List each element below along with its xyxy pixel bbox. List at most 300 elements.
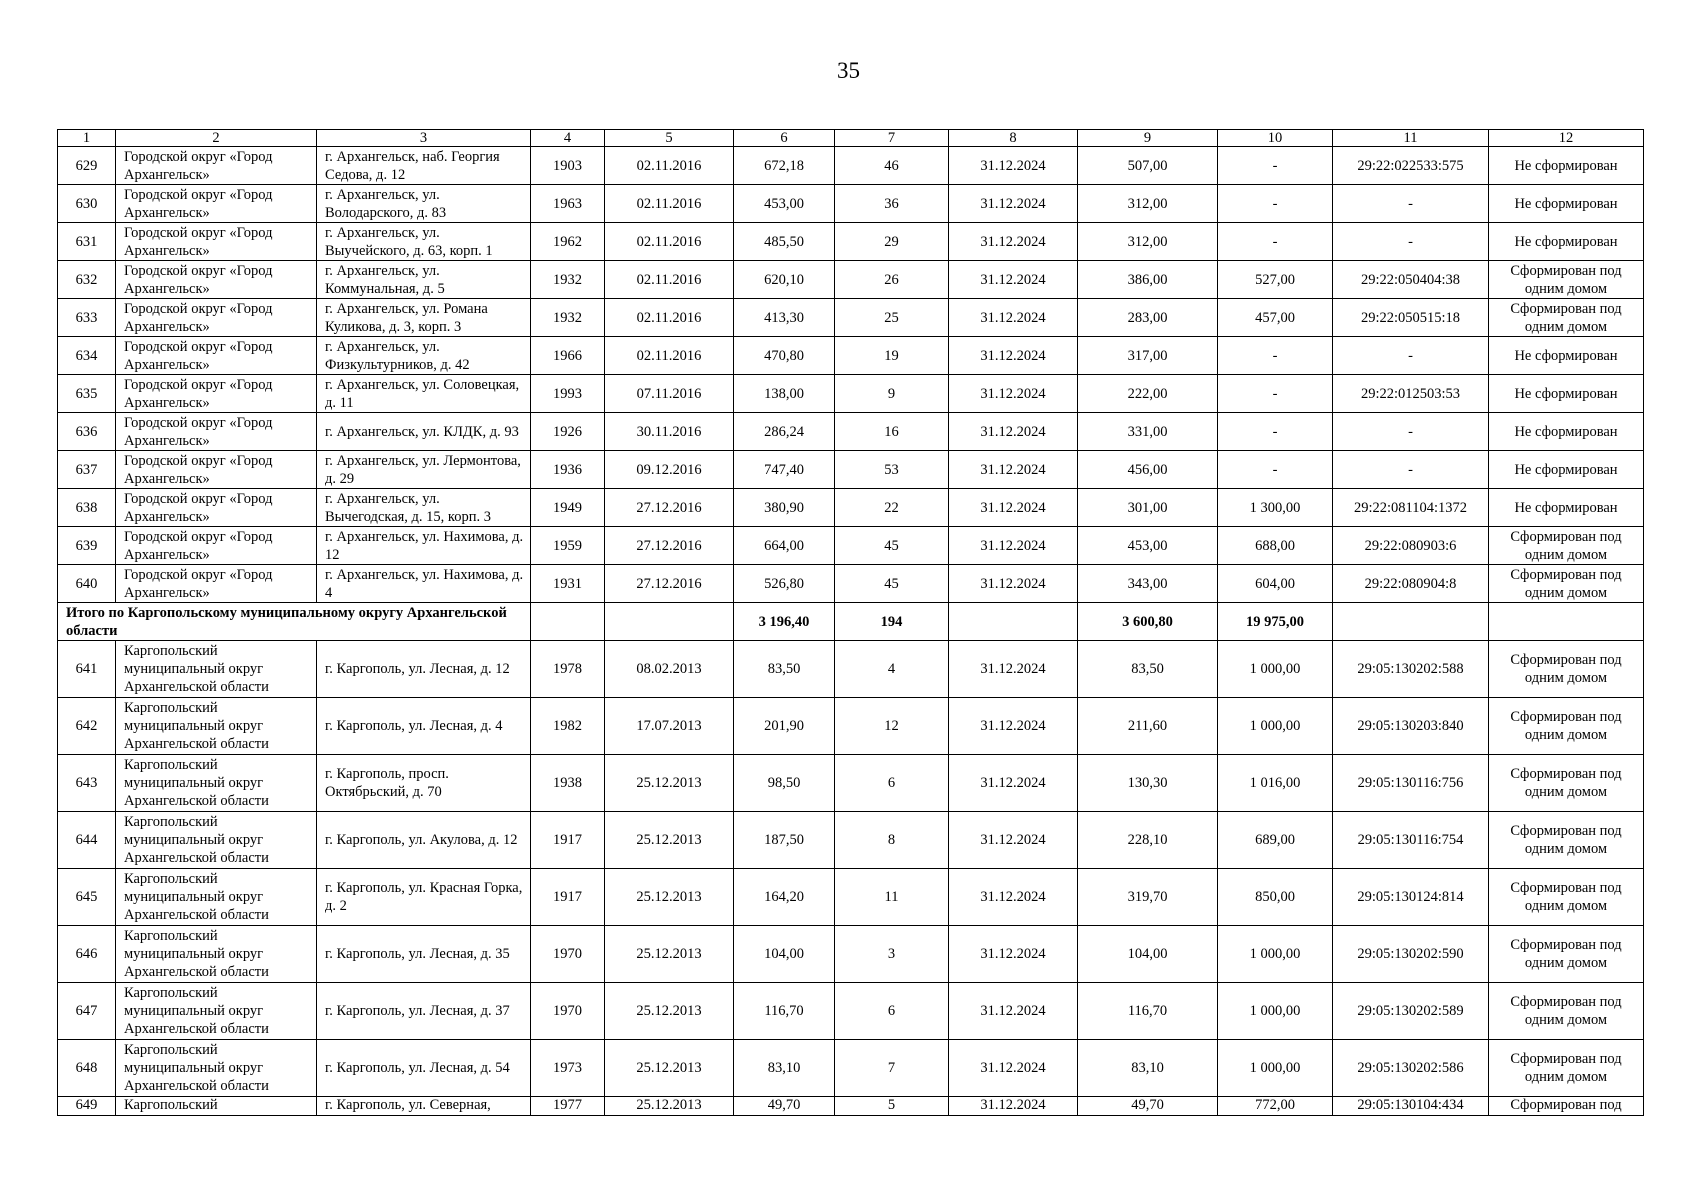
cell-residents: 25 — [835, 299, 949, 337]
column-number-header: 10 — [1218, 130, 1333, 147]
cell-address: г. Каргополь, ул. Лесная, д. 37 — [317, 983, 531, 1040]
cell-land-area: - — [1218, 185, 1333, 223]
table-row — [58, 527, 1644, 565]
cell-residents: 46 — [835, 147, 949, 185]
cell-deadline: 31.12.2024 — [949, 527, 1078, 565]
cell-residents: 4 — [835, 641, 949, 698]
cell-status: Сформирован под одним домом — [1489, 926, 1644, 983]
cell-year: 1932 — [531, 299, 605, 337]
cell-status: Сформирован под одним домом — [1489, 299, 1644, 337]
cell-date: 30.11.2016 — [605, 413, 734, 451]
total-area: 3 196,40 — [734, 603, 835, 641]
cell-residents: 45 — [835, 527, 949, 565]
cell-date: 25.12.2013 — [605, 926, 734, 983]
cell-residents: 26 — [835, 261, 949, 299]
cell-deadline: 31.12.2024 — [949, 261, 1078, 299]
cell-land-area: 457,00 — [1218, 299, 1333, 337]
cell-owner: Городской округ «Город Архангельск» — [116, 223, 317, 261]
cell-address: г. Каргополь, ул. Лесная, д. 4 — [317, 698, 531, 755]
cell-cadastre: 29:22:080903:6 — [1333, 527, 1489, 565]
cell-area2: 228,10 — [1078, 812, 1218, 869]
cell-area: 138,00 — [734, 375, 835, 413]
cell-area2: 319,70 — [1078, 869, 1218, 926]
cell-land-area: - — [1218, 147, 1333, 185]
cell-n: 643 — [58, 755, 116, 812]
cell-year: 1949 — [531, 489, 605, 527]
cell-residents: 9 — [835, 375, 949, 413]
cell-owner: Каргопольский муниципальный округ Архангельской области — [116, 641, 317, 698]
table-row — [58, 641, 1644, 698]
cell-cadastre: 29:05:130202:588 — [1333, 641, 1489, 698]
cell-status: Сформирован под одним домом — [1489, 755, 1644, 812]
cell-year: 1966 — [531, 337, 605, 375]
total-empty-cell — [1333, 603, 1489, 641]
column-number-header: 6 — [734, 130, 835, 147]
cell-year: 1977 — [531, 1097, 605, 1116]
cell-land-area: 604,00 — [1218, 565, 1333, 603]
cell-deadline: 31.12.2024 — [949, 451, 1078, 489]
cell-owner: Городской округ «Город Архангельск» — [116, 527, 317, 565]
cell-area2: 312,00 — [1078, 223, 1218, 261]
cell-status: Не сформирован — [1489, 451, 1644, 489]
cell-deadline: 31.12.2024 — [949, 413, 1078, 451]
cell-date: 02.11.2016 — [605, 147, 734, 185]
cell-land-area: 527,00 — [1218, 261, 1333, 299]
table-row — [58, 375, 1644, 413]
cell-n: 645 — [58, 869, 116, 926]
table-row — [58, 261, 1644, 299]
cell-date: 25.12.2013 — [605, 869, 734, 926]
cell-cadastre: - — [1333, 337, 1489, 375]
cell-land-area: 688,00 — [1218, 527, 1333, 565]
cell-area: 286,24 — [734, 413, 835, 451]
cell-cadastre: 29:22:050404:38 — [1333, 261, 1489, 299]
cell-deadline: 31.12.2024 — [949, 869, 1078, 926]
cell-n: 630 — [58, 185, 116, 223]
housing-registry-table — [57, 129, 1644, 1116]
cell-deadline: 31.12.2024 — [949, 147, 1078, 185]
cell-date: 17.07.2013 — [605, 698, 734, 755]
cell-cadastre: 29:22:022533:575 — [1333, 147, 1489, 185]
cell-date: 08.02.2013 — [605, 641, 734, 698]
column-number-header: 8 — [949, 130, 1078, 147]
cell-year: 1973 — [531, 1040, 605, 1097]
cell-address: г. Архангельск, ул. Нахимова, д. 12 — [317, 527, 531, 565]
cell-status: Сформирован под одним домом — [1489, 869, 1644, 926]
cell-n: 635 — [58, 375, 116, 413]
table-row — [58, 869, 1644, 926]
cell-year: 1959 — [531, 527, 605, 565]
cell-year: 1926 — [531, 413, 605, 451]
cell-date: 27.12.2016 — [605, 527, 734, 565]
total-land-area: 19 975,00 — [1218, 603, 1333, 641]
table-row — [58, 1040, 1644, 1097]
cell-owner: Каргопольский муниципальный округ Архангельской области — [116, 1040, 317, 1097]
cell-deadline: 31.12.2024 — [949, 375, 1078, 413]
cell-cadastre: - — [1333, 451, 1489, 489]
cell-date: 07.11.2016 — [605, 375, 734, 413]
cell-residents: 6 — [835, 755, 949, 812]
cell-cadastre: 29:05:130202:586 — [1333, 1040, 1489, 1097]
cell-n: 636 — [58, 413, 116, 451]
cell-land-area: 689,00 — [1218, 812, 1333, 869]
total-label: Итого по Каргопольскому муниципальному округу Архангельской области — [58, 603, 531, 641]
cell-cadastre: 29:22:012503:53 — [1333, 375, 1489, 413]
cell-status: Не сформирован — [1489, 185, 1644, 223]
cell-address: г. Архангельск, ул. Соловецкая, д. 11 — [317, 375, 531, 413]
cell-deadline: 31.12.2024 — [949, 812, 1078, 869]
cell-land-area: 850,00 — [1218, 869, 1333, 926]
cell-n: 644 — [58, 812, 116, 869]
cell-date: 25.12.2013 — [605, 755, 734, 812]
cell-residents: 53 — [835, 451, 949, 489]
total-empty-cell — [531, 603, 605, 641]
cell-address: г. Архангельск, ул. Физкультурников, д. 42 — [317, 337, 531, 375]
table-row — [58, 413, 1644, 451]
cell-area: 747,40 — [734, 451, 835, 489]
column-number-header: 4 — [531, 130, 605, 147]
cell-cadastre: 29:22:080904:8 — [1333, 565, 1489, 603]
cell-deadline: 31.12.2024 — [949, 1097, 1078, 1116]
cell-area: 526,80 — [734, 565, 835, 603]
cell-area: 380,90 — [734, 489, 835, 527]
cell-n: 629 — [58, 147, 116, 185]
cell-date: 27.12.2016 — [605, 489, 734, 527]
cell-area2: 331,00 — [1078, 413, 1218, 451]
cell-year: 1963 — [531, 185, 605, 223]
cell-owner: Каргопольский муниципальный округ Архангельской области — [116, 755, 317, 812]
cell-land-area: - — [1218, 413, 1333, 451]
cell-area2: 222,00 — [1078, 375, 1218, 413]
cell-area2: 343,00 — [1078, 565, 1218, 603]
table-row — [58, 812, 1644, 869]
column-number-header: 12 — [1489, 130, 1644, 147]
cell-date: 25.12.2013 — [605, 1040, 734, 1097]
cell-area2: 130,30 — [1078, 755, 1218, 812]
cell-residents: 45 — [835, 565, 949, 603]
cell-year: 1931 — [531, 565, 605, 603]
cell-owner: Городской округ «Город Архангельск» — [116, 451, 317, 489]
cell-address: г. Архангельск, ул. Коммунальная, д. 5 — [317, 261, 531, 299]
cell-status: Не сформирован — [1489, 147, 1644, 185]
cell-year: 1938 — [531, 755, 605, 812]
cell-residents: 3 — [835, 926, 949, 983]
cell-land-area: - — [1218, 223, 1333, 261]
cell-area2: 456,00 — [1078, 451, 1218, 489]
column-number-header: 5 — [605, 130, 734, 147]
cell-cadastre: 29:05:130202:589 — [1333, 983, 1489, 1040]
cell-n: 642 — [58, 698, 116, 755]
cell-land-area: 1 000,00 — [1218, 641, 1333, 698]
table-row — [58, 1097, 1644, 1116]
cell-status: Сформирован под одним домом — [1489, 641, 1644, 698]
cell-area2: 453,00 — [1078, 527, 1218, 565]
table-row — [58, 565, 1644, 603]
cell-address: г. Архангельск, ул. Выучейского, д. 63, корп. 1 — [317, 223, 531, 261]
cell-residents: 7 — [835, 1040, 949, 1097]
cell-residents: 8 — [835, 812, 949, 869]
table-row — [58, 755, 1644, 812]
table-row — [58, 147, 1644, 185]
cell-area2: 386,00 — [1078, 261, 1218, 299]
cell-deadline: 31.12.2024 — [949, 223, 1078, 261]
cell-cadastre: - — [1333, 185, 1489, 223]
cell-cadastre: 29:05:130124:814 — [1333, 869, 1489, 926]
cell-land-area: 1 000,00 — [1218, 983, 1333, 1040]
cell-area: 453,00 — [734, 185, 835, 223]
cell-n: 637 — [58, 451, 116, 489]
cell-residents: 19 — [835, 337, 949, 375]
cell-address: г. Каргополь, ул. Лесная, д. 35 — [317, 926, 531, 983]
cell-status: Сформирован под одним домом — [1489, 698, 1644, 755]
cell-residents: 16 — [835, 413, 949, 451]
cell-residents: 29 — [835, 223, 949, 261]
cell-year: 1978 — [531, 641, 605, 698]
cell-n: 648 — [58, 1040, 116, 1097]
table-row — [58, 451, 1644, 489]
page-number: 35 — [837, 58, 860, 83]
cell-status: Не сформирован — [1489, 489, 1644, 527]
cell-date: 02.11.2016 — [605, 223, 734, 261]
cell-cadastre: 29:05:130116:756 — [1333, 755, 1489, 812]
cell-address: г. Архангельск, ул. Володарского, д. 83 — [317, 185, 531, 223]
cell-land-area: 1 000,00 — [1218, 1040, 1333, 1097]
cell-land-area: - — [1218, 451, 1333, 489]
cell-area2: 83,50 — [1078, 641, 1218, 698]
cell-area: 83,10 — [734, 1040, 835, 1097]
cell-deadline: 31.12.2024 — [949, 489, 1078, 527]
cell-year: 1970 — [531, 926, 605, 983]
cell-cadastre: 29:22:081104:1372 — [1333, 489, 1489, 527]
cell-owner: Каргопольский муниципальный округ Архангельской области — [116, 983, 317, 1040]
cell-area: 620,10 — [734, 261, 835, 299]
cell-area: 98,50 — [734, 755, 835, 812]
cell-status: Не сформирован — [1489, 337, 1644, 375]
cell-area: 201,90 — [734, 698, 835, 755]
cell-status: Сформирован под одним домом — [1489, 261, 1644, 299]
cell-status: Сформирован под одним домом — [1489, 527, 1644, 565]
cell-year: 1970 — [531, 983, 605, 1040]
cell-area2: 283,00 — [1078, 299, 1218, 337]
cell-date: 09.12.2016 — [605, 451, 734, 489]
cell-date: 25.12.2013 — [605, 983, 734, 1040]
cell-status: Не сформирован — [1489, 413, 1644, 451]
cell-deadline: 31.12.2024 — [949, 337, 1078, 375]
cell-date: 27.12.2016 — [605, 565, 734, 603]
table-body — [58, 130, 1644, 1116]
cell-area: 413,30 — [734, 299, 835, 337]
cell-area2: 211,60 — [1078, 698, 1218, 755]
cell-deadline: 31.12.2024 — [949, 565, 1078, 603]
cell-area: 470,80 — [734, 337, 835, 375]
cell-year: 1962 — [531, 223, 605, 261]
cell-owner: Городской округ «Город Архангельск» — [116, 299, 317, 337]
cell-n: 631 — [58, 223, 116, 261]
cell-date: 02.11.2016 — [605, 261, 734, 299]
cell-deadline: 31.12.2024 — [949, 926, 1078, 983]
cell-residents: 11 — [835, 869, 949, 926]
cell-area: 104,00 — [734, 926, 835, 983]
cell-address: г. Архангельск, ул. КЛДК, д. 93 — [317, 413, 531, 451]
cell-area: 187,50 — [734, 812, 835, 869]
cell-n: 634 — [58, 337, 116, 375]
table-row — [58, 983, 1644, 1040]
table-row — [58, 223, 1644, 261]
cell-date: 25.12.2013 — [605, 1097, 734, 1116]
cell-residents: 5 — [835, 1097, 949, 1116]
cell-cadastre: 29:05:130116:754 — [1333, 812, 1489, 869]
cell-address: г. Архангельск, наб. Георгия Седова, д. 12 — [317, 147, 531, 185]
cell-area: 672,18 — [734, 147, 835, 185]
total-empty-cell — [605, 603, 734, 641]
cell-owner: Городской округ «Город Архангельск» — [116, 375, 317, 413]
cell-land-area: 1 000,00 — [1218, 698, 1333, 755]
cell-owner: Городской округ «Город Архангельск» — [116, 337, 317, 375]
cell-year: 1993 — [531, 375, 605, 413]
cell-address: г. Каргополь, ул. Северная, — [317, 1097, 531, 1116]
cell-n: 640 — [58, 565, 116, 603]
cell-n: 641 — [58, 641, 116, 698]
cell-area: 116,70 — [734, 983, 835, 1040]
cell-land-area: 1 016,00 — [1218, 755, 1333, 812]
cell-year: 1903 — [531, 147, 605, 185]
cell-land-area: 1 300,00 — [1218, 489, 1333, 527]
cell-area2: 49,70 — [1078, 1097, 1218, 1116]
total-row — [58, 603, 1644, 641]
cell-area: 664,00 — [734, 527, 835, 565]
cell-address: г. Архангельск, ул. Романа Куликова, д. 3, корп. 3 — [317, 299, 531, 337]
column-number-row — [58, 130, 1644, 147]
cell-cadastre: 29:05:130202:590 — [1333, 926, 1489, 983]
cell-year: 1982 — [531, 698, 605, 755]
cell-owner: Каргопольский муниципальный округ Архангельской области — [116, 698, 317, 755]
cell-status: Не сформирован — [1489, 375, 1644, 413]
cell-cadastre: 29:22:050515:18 — [1333, 299, 1489, 337]
cell-n: 649 — [58, 1097, 116, 1116]
cell-address: г. Архангельск, ул. Вычегодская, д. 15, корп. 3 — [317, 489, 531, 527]
cell-area2: 116,70 — [1078, 983, 1218, 1040]
cell-status: Сформирован под одним домом — [1489, 565, 1644, 603]
cell-owner: Городской округ «Город Архангельск» — [116, 489, 317, 527]
cell-owner: Городской округ «Город Архангельск» — [116, 565, 317, 603]
column-number-header: 7 — [835, 130, 949, 147]
table-row — [58, 299, 1644, 337]
cell-residents: 12 — [835, 698, 949, 755]
cell-land-area: - — [1218, 375, 1333, 413]
total-residents: 194 — [835, 603, 949, 641]
cell-area: 485,50 — [734, 223, 835, 261]
cell-area: 83,50 — [734, 641, 835, 698]
table-row — [58, 926, 1644, 983]
column-number-header: 1 — [58, 130, 116, 147]
cell-status: Сформирован под одним домом — [1489, 812, 1644, 869]
table-row — [58, 337, 1644, 375]
column-number-header: 2 — [116, 130, 317, 147]
table-row — [58, 489, 1644, 527]
cell-address: г. Каргополь, просп. Октябрьский, д. 70 — [317, 755, 531, 812]
cell-residents: 6 — [835, 983, 949, 1040]
cell-residents: 22 — [835, 489, 949, 527]
cell-area2: 317,00 — [1078, 337, 1218, 375]
cell-year: 1917 — [531, 869, 605, 926]
cell-deadline: 31.12.2024 — [949, 641, 1078, 698]
cell-address: г. Каргополь, ул. Акулова, д. 12 — [317, 812, 531, 869]
cell-address: г. Каргополь, ул. Лесная, д. 12 — [317, 641, 531, 698]
cell-status: Сформирован под — [1489, 1097, 1644, 1116]
cell-cadastre: - — [1333, 223, 1489, 261]
cell-status: Сформирован под одним домом — [1489, 1040, 1644, 1097]
cell-deadline: 31.12.2024 — [949, 698, 1078, 755]
cell-status: Не сформирован — [1489, 223, 1644, 261]
cell-owner: Каргопольский муниципальный округ Архангельской области — [116, 869, 317, 926]
cell-land-area: 1 000,00 — [1218, 926, 1333, 983]
cell-owner: Городской округ «Город Архангельск» — [116, 261, 317, 299]
total-empty-cell — [1489, 603, 1644, 641]
cell-date: 02.11.2016 — [605, 299, 734, 337]
cell-area2: 301,00 — [1078, 489, 1218, 527]
cell-owner: Каргопольский — [116, 1097, 317, 1116]
cell-deadline: 31.12.2024 — [949, 755, 1078, 812]
cell-owner: Городской округ «Город Архангельск» — [116, 147, 317, 185]
cell-residents: 36 — [835, 185, 949, 223]
cell-address: г. Архангельск, ул. Лермонтова, д. 29 — [317, 451, 531, 489]
cell-n: 633 — [58, 299, 116, 337]
column-number-header: 9 — [1078, 130, 1218, 147]
cell-owner: Каргопольский муниципальный округ Архангельской области — [116, 926, 317, 983]
cell-owner: Городской округ «Город Архангельск» — [116, 185, 317, 223]
cell-date: 02.11.2016 — [605, 337, 734, 375]
cell-deadline: 31.12.2024 — [949, 983, 1078, 1040]
cell-n: 639 — [58, 527, 116, 565]
total-empty-cell — [949, 603, 1078, 641]
cell-year: 1917 — [531, 812, 605, 869]
cell-deadline: 31.12.2024 — [949, 299, 1078, 337]
cell-date: 25.12.2013 — [605, 812, 734, 869]
cell-status: Сформирован под одним домом — [1489, 983, 1644, 1040]
total-area2: 3 600,80 — [1078, 603, 1218, 641]
column-number-header: 11 — [1333, 130, 1489, 147]
cell-n: 632 — [58, 261, 116, 299]
table-row — [58, 698, 1644, 755]
cell-area2: 507,00 — [1078, 147, 1218, 185]
cell-land-area: - — [1218, 337, 1333, 375]
cell-address: г. Каргополь, ул. Красная Горка, д. 2 — [317, 869, 531, 926]
cell-n: 638 — [58, 489, 116, 527]
cell-area2: 312,00 — [1078, 185, 1218, 223]
cell-cadastre: 29:05:130104:434 — [1333, 1097, 1489, 1116]
cell-n: 646 — [58, 926, 116, 983]
cell-area2: 104,00 — [1078, 926, 1218, 983]
cell-deadline: 31.12.2024 — [949, 1040, 1078, 1097]
cell-deadline: 31.12.2024 — [949, 185, 1078, 223]
cell-year: 1936 — [531, 451, 605, 489]
cell-address: г. Архангельск, ул. Нахимова, д. 4 — [317, 565, 531, 603]
cell-land-area: 772,00 — [1218, 1097, 1333, 1116]
cell-cadastre: 29:05:130203:840 — [1333, 698, 1489, 755]
cell-date: 02.11.2016 — [605, 185, 734, 223]
cell-area: 49,70 — [734, 1097, 835, 1116]
cell-area: 164,20 — [734, 869, 835, 926]
cell-n: 647 — [58, 983, 116, 1040]
cell-year: 1932 — [531, 261, 605, 299]
cell-address: г. Каргополь, ул. Лесная, д. 54 — [317, 1040, 531, 1097]
cell-area2: 83,10 — [1078, 1040, 1218, 1097]
cell-owner: Городской округ «Город Архангельск» — [116, 413, 317, 451]
cell-owner: Каргопольский муниципальный округ Архангельской области — [116, 812, 317, 869]
column-number-header: 3 — [317, 130, 531, 147]
cell-cadastre: - — [1333, 413, 1489, 451]
table-row — [58, 185, 1644, 223]
